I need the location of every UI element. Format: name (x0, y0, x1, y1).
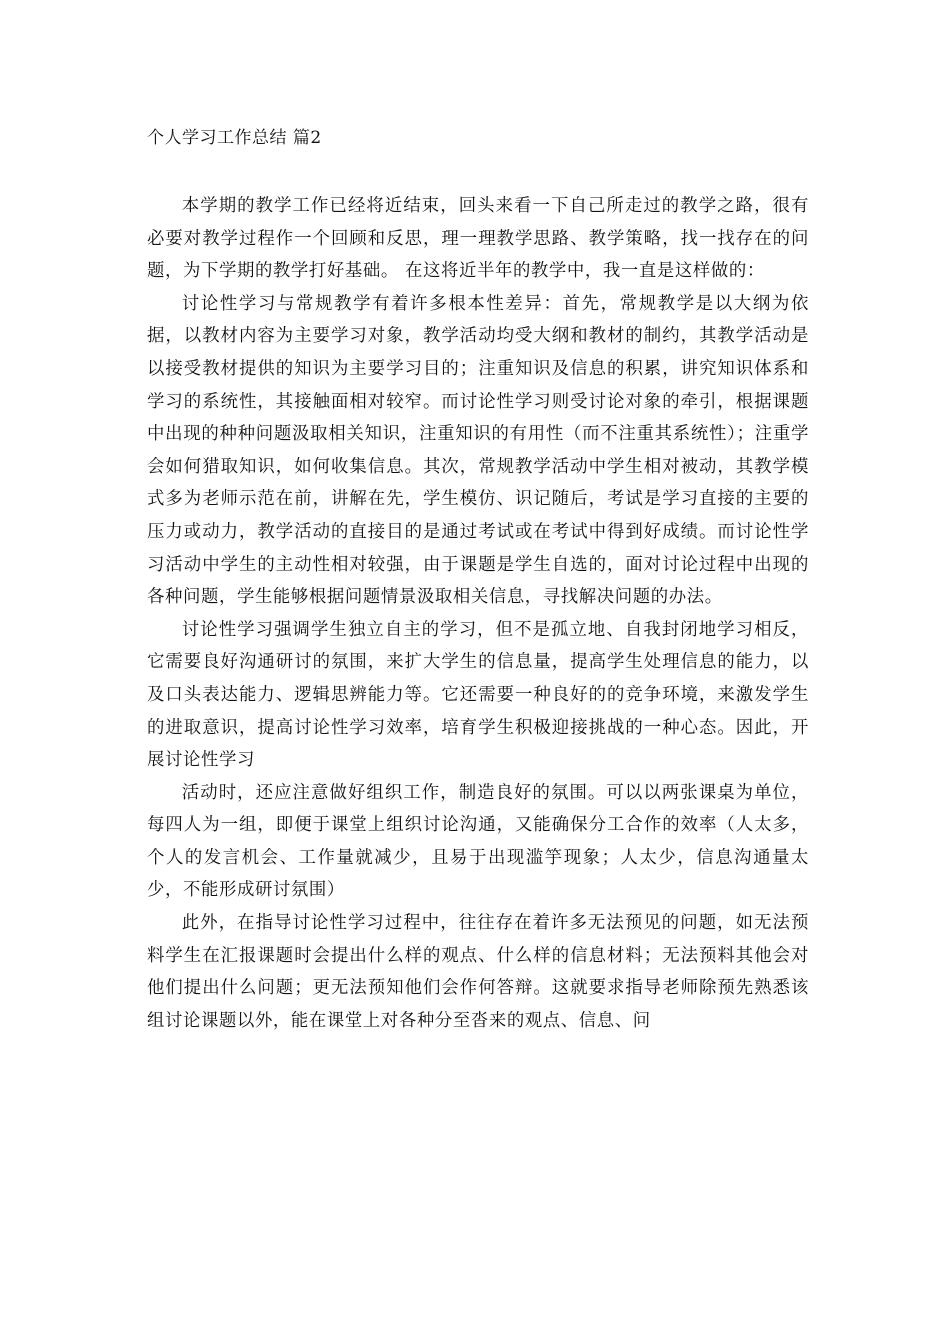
document-title: 个人学习工作总结 篇2 (147, 128, 322, 148)
paragraph-5: 此外，在指导讨论性学习过程中，往往存在着许多无法预见的问题，如无法预料学生在汇报课题时会提出什么样的观点、什么样的信息材料；无法预料其他会对他们提出什么问题；更无法预知他们会作何答辩。这就要求指导老师除预先熟悉该组讨论课题以外，能在课堂上对各种分至沓来的观点、信息、问 (147, 913, 809, 1031)
paragraph-3: 讨论性学习强调学生独立自主的学习，但不是孤立地、自我封闭地学习相反，它需要良好沟通研讨的氛围，来扩大学生的信息量，提高学生处理信息的能力，以及口头表达能力、逻辑思辨能力等。它还需要一种良好的的竞争环境，来激发学生的进取意识，提高讨论性学习效率，培育学生积极迎接挑战的一种心态。因此，开展讨论性学习 (147, 619, 809, 771)
document-body (147, 190, 809, 1037)
paragraph-2: 讨论性学习与常规教学有着许多根本性差异：首先，常规教学是以大纲为依据，以教材内容为主要学习对象，教学活动均受大纲和教材的制约，其教学活动是以接受教材提供的知识为主要学习目的；注重知识及信息的积累，讲究知识体系和学习的系统性，其接触面相对较窄。而讨论性学习则受讨论对象的牵引，根据课题中出现的种种问题汲取相关知识，注重知识的有用性（而不注重其系统性）；注重学会如何猎取知识，如何收集信息。其次，常规教学活动中学生相对被动，其教学模式多为老师示范在前，讲解在先，学生模仿、识记随后，考试是学习直接的主要的压力或动力，教学活动的直接目的是通过考试或在考试中得到好成绩。而讨论性学习活动中学生的主动性相对较强，由于课题是学生自选的，面对讨论过程中出现的各种问题，学生能够根据问题情景汲取相关信息，寻找解决问题的办法。 (147, 293, 809, 608)
paragraph-1: 本学期的教学工作已经将近结束，回头来看一下自己所走过的教学之路，很有必要对教学过程作一个回顾和反思，理一理教学思路、教学策略，找一找存在的问题，为下学期的教学打好基础。 在这将近半年的教学中，我一直是这样做的： (147, 196, 809, 282)
paragraph-4: 活动时，还应注意做好组织工作，制造良好的氛围。可以以两张课桌为单位，每四人为一组，即便于课堂上组织讨论沟通，又能确保分工合作的效率（人太多，个人的发言机会、工作量就减少，且易于出现滥竽现象；人太少，信息沟通量太少，不能形成研讨氛围） (147, 782, 809, 901)
